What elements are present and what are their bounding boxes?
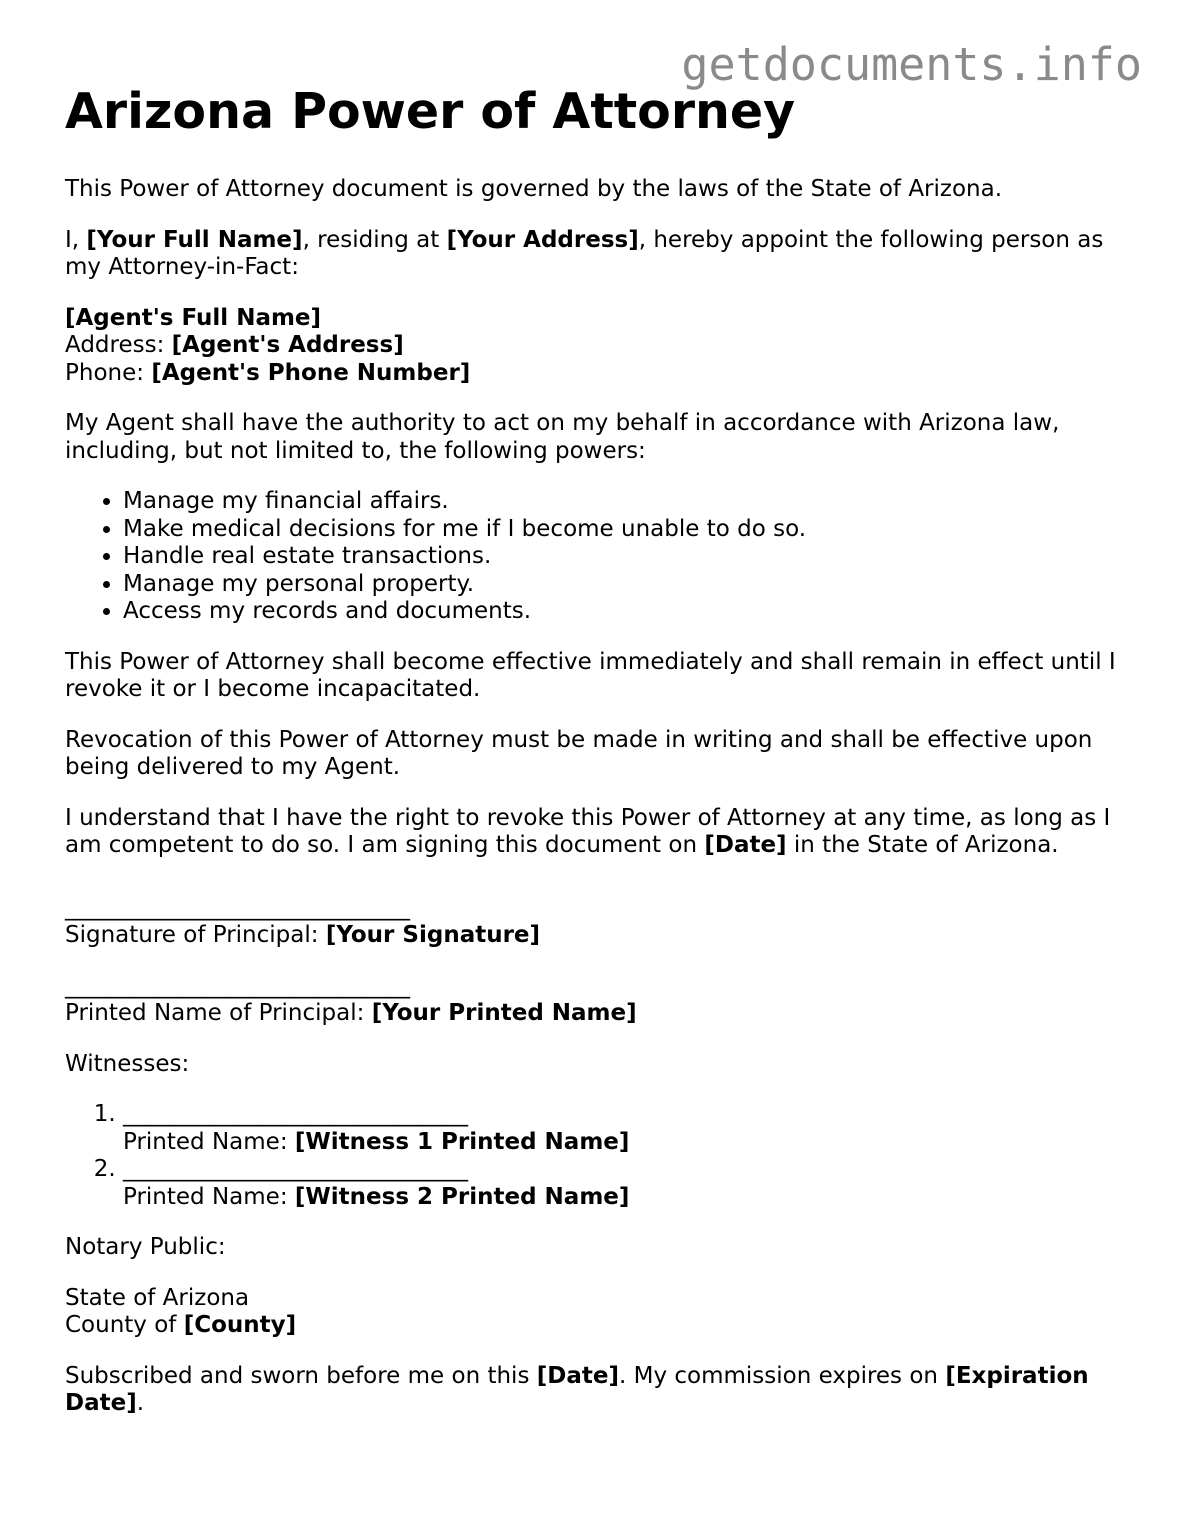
list-item: 1. ______________________________ Printed Name: [Witness 1 Printed Name]	[123, 1101, 1125, 1156]
signing-date-placeholder: [Date]	[704, 832, 787, 858]
list-item: • Handle real estate transactions.	[123, 543, 1125, 571]
revocation-paragraph: Revocation of this Power of Attorney must be made in writing and shall be effective upon being delivered to my Agent.	[65, 726, 1093, 780]
notary-venue: State of Arizona County of [County]	[65, 1285, 1125, 1340]
agent-name-placeholder: [Agent's Full Name]	[65, 304, 322, 331]
document-title: Arizona Power of Attorney	[65, 83, 796, 140]
list-item: 2. ______________________________ Printed Name: [Witness 2 Printed Name]	[123, 1156, 1125, 1211]
witness-1-name-placeholder: [Witness 1 Printed Name]	[294, 1128, 630, 1155]
understand-paragraph: I understand that I have the right to revoke this Power of Attorney at any time, as long as I am competent to do so. I am signing this document on [Date] in the State of Arizona.	[65, 804, 1111, 858]
list-item: • Access my records and documents.	[123, 598, 1125, 626]
signature-block: ______________________________ Signature of Principal: [Your Signature]	[65, 895, 1125, 950]
notary-label: Notary Public:	[65, 1234, 226, 1260]
agent-phone-placeholder: [Agent's Phone Number]	[151, 359, 471, 386]
authority-paragraph: My Agent shall have the authority to act on my behalf in accordance with Arizona law, including, but not limited to, the following powers:	[65, 410, 1060, 464]
agent-address-line: Address: [Agent's Address]	[65, 332, 404, 358]
list-item: • Manage my financial affairs.	[123, 488, 1125, 516]
list-item: • Manage my personal property.	[123, 571, 1125, 599]
effective-paragraph: This Power of Attorney shall become effective immediately and shall remain in effect until I revoke it or I become incapacitated.	[65, 648, 1116, 702]
principal-name-placeholder: [Your Full Name]	[86, 226, 303, 253]
notary-state: State of Arizona	[65, 1284, 250, 1311]
appointment-paragraph: I, [Your Full Name], residing at [Your Address], hereby appoint the following person as my Attorney-in-Fact:	[65, 226, 1104, 280]
signature-placeholder: [Your Signature]	[325, 922, 541, 948]
printed-name-line: ______________________________	[65, 972, 410, 999]
witness-signature-line: 1. ______________________________	[123, 1101, 468, 1127]
agent-info	[65, 305, 1125, 388]
document-page	[65, 82, 1125, 1441]
witnesses-label: Witnesses:	[65, 1050, 190, 1077]
witness-signature-line: 2. ______________________________	[123, 1156, 468, 1182]
witness-2-name-placeholder: [Witness 2 Printed Name]	[294, 1183, 630, 1210]
intro-paragraph: This Power of Attorney document is governed by the laws of the State of Arizona.	[65, 176, 1003, 202]
witnesses-list	[65, 1101, 1125, 1211]
sworn-date-placeholder: [Date]	[536, 1362, 619, 1389]
expiration-date-placeholder: [Expiration Date]	[65, 1362, 1089, 1416]
list-item: • Make medical decisions for me if I become unable to do so.	[123, 516, 1125, 544]
printed-name-block: ______________________________ Printed Name of Principal: [Your Printed Name]	[65, 973, 1125, 1028]
powers-list	[65, 488, 1125, 626]
signature-line: ______________________________	[65, 894, 410, 921]
watermark: getdocuments.info	[681, 38, 1142, 91]
agent-phone-line: Phone: [Agent's Phone Number]	[65, 359, 471, 386]
county-placeholder: [County]	[183, 1312, 297, 1338]
sworn-paragraph: Subscribed and sworn before me on this [Date]. My commission expires on [Expiration Date].	[65, 1362, 1089, 1416]
principal-address-placeholder: [Your Address]	[446, 226, 639, 253]
agent-address-placeholder: [Agent's Address]	[171, 332, 404, 358]
printed-name-placeholder: [Your Printed Name]	[371, 1000, 637, 1026]
